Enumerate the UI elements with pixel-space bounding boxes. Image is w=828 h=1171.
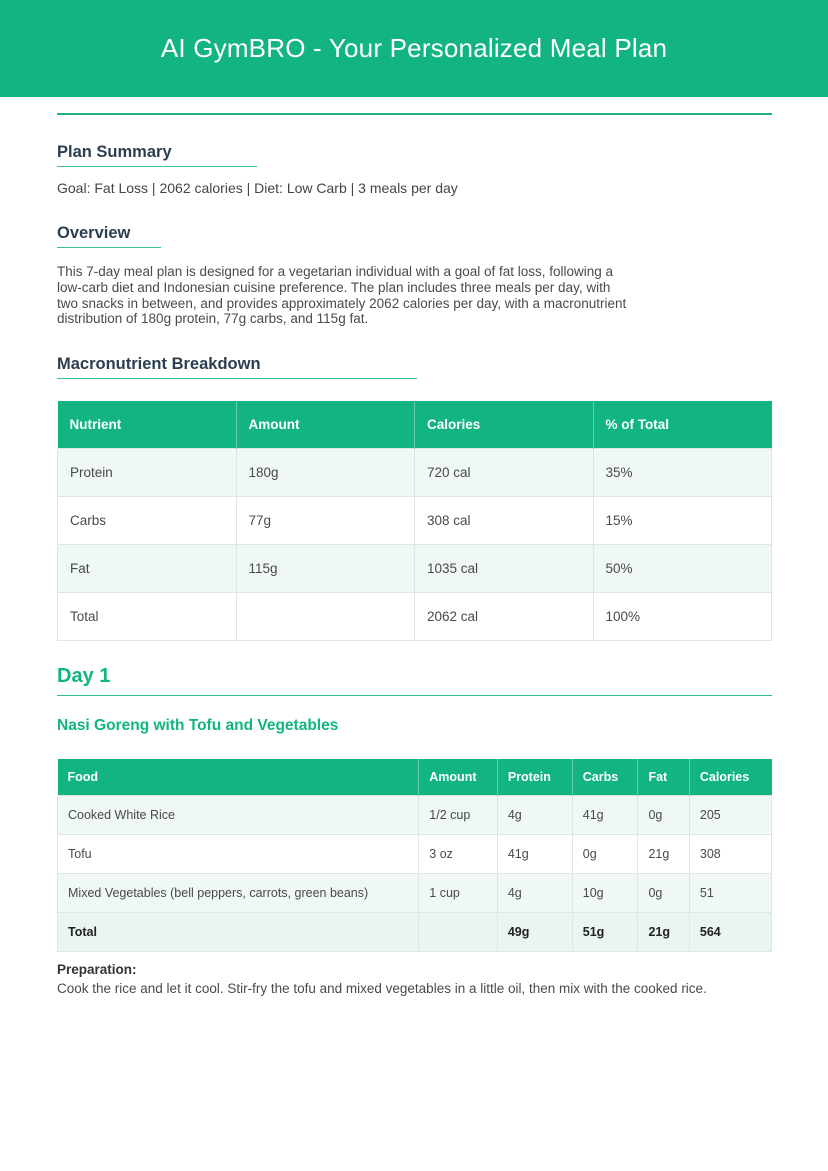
table-cell: 0g [638,796,689,835]
table-cell: 15% [593,497,772,545]
column-header: Fat [638,759,689,796]
table-row [58,593,772,641]
preparation-label: Preparation: [57,962,137,978]
table-cell: Carbs [58,497,237,545]
table-cell: 41g [497,835,572,874]
table-cell: Tofu [58,835,419,874]
table-cell: Protein [58,449,237,497]
table-cell: 100% [593,593,772,641]
macronutrient-table [57,401,772,641]
table-row [58,835,772,874]
table-cell: 1 cup [419,874,498,913]
column-header: Amount [236,401,415,449]
table-cell [236,593,415,641]
table-cell: 1/2 cup [419,796,498,835]
table-row [58,497,772,545]
food-table [57,759,772,952]
food-table-body [58,796,772,952]
table-cell: 564 [689,913,771,952]
overview-heading: Overview [57,224,161,248]
table-cell: Fat [58,545,237,593]
table-cell: 49g [497,913,572,952]
table-row [58,796,772,835]
table-cell: Total [58,593,237,641]
column-header: Protein [497,759,572,796]
table-cell: 115g [236,545,415,593]
table-cell: 0g [638,874,689,913]
table-cell: 1035 cal [415,545,594,593]
header-banner [0,0,828,97]
table-cell: 4g [497,874,572,913]
table-cell [419,913,498,952]
column-header: Calories [415,401,594,449]
table-row [58,874,772,913]
column-header: % of Total [593,401,772,449]
table-cell: 50% [593,545,772,593]
table-cell: Total [58,913,419,952]
day-1-heading: Day 1 [57,665,772,696]
column-header: Calories [689,759,771,796]
table-cell: 180g [236,449,415,497]
column-header: Food [58,759,419,796]
document-body [57,113,772,996]
table-cell: 205 [689,796,771,835]
table-cell: 720 cal [415,449,594,497]
table-total-row [58,913,772,952]
page-title: AI GymBRO - Your Personalized Meal Plan [160,33,668,63]
plan-summary-heading: Plan Summary [57,143,257,167]
table-cell: Cooked White Rice [58,796,419,835]
header-row [58,401,772,449]
macronutrient-table-header [58,401,772,449]
table-cell: 41g [572,796,638,835]
table-cell: Mixed Vegetables (bell peppers, carrots, green beans) [58,874,419,913]
table-cell: 4g [497,796,572,835]
table-cell: 21g [638,835,689,874]
table-row [58,449,772,497]
preparation-text: Cook the rice and let it cool. Stir-fry the tofu and mixed vegetables in a little oil, then mix with the cooked rice. [57,981,707,997]
header-row [58,759,772,796]
table-cell: 308 cal [415,497,594,545]
column-header: Amount [419,759,498,796]
table-cell: 21g [638,913,689,952]
macronutrient-table-body [58,449,772,641]
food-table-header [58,759,772,796]
table-cell: 2062 cal [415,593,594,641]
column-header: Carbs [572,759,638,796]
plan-summary-text: Goal: Fat Loss | 2062 calories | Diet: Low Carb | 3 meals per day [57,180,458,196]
table-cell: 0g [572,835,638,874]
table-cell: 51 [689,874,771,913]
table-cell: 10g [572,874,638,913]
table-row [58,545,772,593]
macronutrient-breakdown-heading: Macronutrient Breakdown [57,355,417,379]
table-cell: 308 [689,835,771,874]
top-divider [57,113,772,115]
table-cell: 35% [593,449,772,497]
table-cell: 51g [572,913,638,952]
meal-title: Nasi Goreng with Tofu and Vegetables [57,717,339,735]
overview-text: This 7-day meal plan is designed for a vegetarian individual with a goal of fat loss, following a low-carb diet and Indonesian cuisine preference. The plan includes three meals per day, with two snacks in between, and provides approximately 2062 calories per day, with a macronutrient distribution of 180g protein, 77g carbs, and 115g fat. [57,264,627,327]
column-header: Nutrient [58,401,237,449]
table-cell: 77g [236,497,415,545]
table-cell: 3 oz [419,835,498,874]
